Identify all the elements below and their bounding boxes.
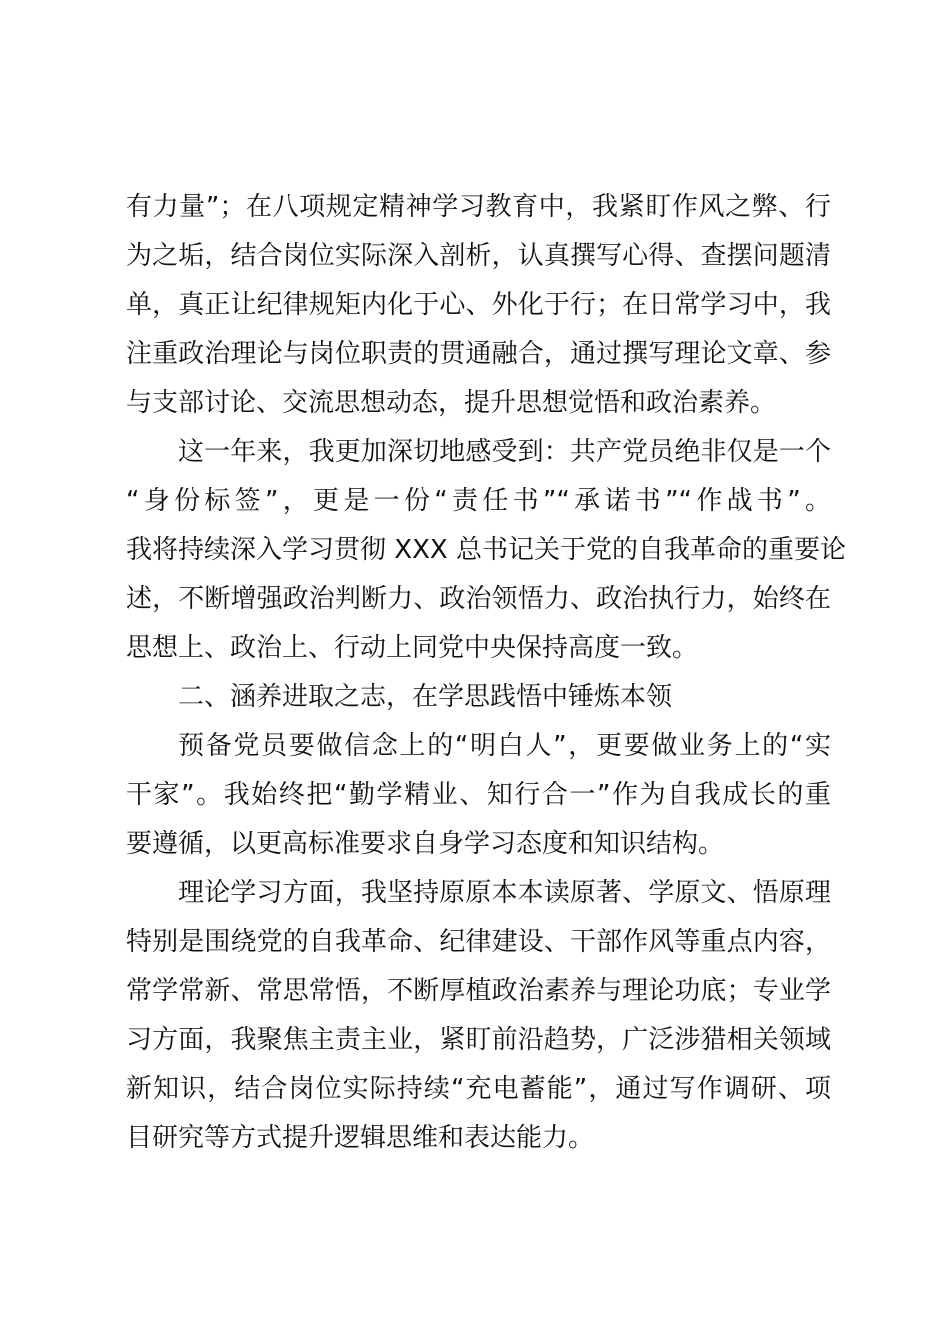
- paragraph-line: 单，真正让纪律规矩内化于心、外化于行；在日常学习中，我: [126, 290, 831, 320]
- paragraph-line: 理论学习方面，我坚持原原本本读原著、学原文、悟原理: [178, 878, 831, 908]
- paragraph-line: 有力量”；在八项规定精神学习教育中，我紧盯作风之弊、行: [126, 192, 831, 222]
- paragraph-line: 要遵循，以更高标准要求自身学习态度和知识结构。: [126, 829, 725, 859]
- paragraph-2: [126, 428, 846, 673]
- paragraph-line: 新知识，结合岗位实际持续“充电蓄能”，通过写作调研、项: [126, 1074, 831, 1104]
- paragraph-line: “身份标签”，更是一份“责任书”“承诺书”“作战书”。: [126, 486, 831, 516]
- paragraph-4: [126, 722, 831, 869]
- section-heading: [126, 673, 831, 722]
- paragraph-line: 述，不断增强政治判断力、政治领悟力、政治执行力，始终在: [126, 584, 831, 614]
- paragraph-line: 目研究等方式提升逻辑思维和表达能力。: [126, 1123, 595, 1153]
- paragraph-line: 这一年来，我更加深切地感受到：共产党员绝非仅是一个: [178, 437, 831, 467]
- paragraph-line: 干家”。我始终把“勤学精业、知行合一”作为自我成长的重: [126, 780, 831, 810]
- paragraph-line: 预备党员要做信念上的“明白人”，更要做业务上的“实: [178, 731, 831, 761]
- paragraph-line: 与支部讨论、交流思想动态，提升思想觉悟和政治素养。: [126, 388, 777, 418]
- paragraph-line: 习方面，我聚焦主责主业，紧盯前沿趋势，广泛涉猎相关领域: [126, 1025, 831, 1055]
- document-body: [126, 183, 846, 1163]
- paragraph-line: 我将持续深入学习贯彻 XXX 总书记关于党的自我革命的重要论: [126, 535, 846, 565]
- paragraph-line: 特别是围绕党的自我革命、纪律建设、干部作风等重点内容，: [126, 927, 831, 957]
- paragraph-1: [126, 183, 831, 428]
- section-heading-text: 二、涵养进取之志，在学思践悟中锤炼本领: [178, 682, 673, 712]
- paragraph-line: 思想上、政治上、行动上同党中央保持高度一致。: [126, 633, 699, 663]
- paragraph-5: [126, 869, 831, 1163]
- paragraph-line: 注重政治理论与岗位职责的贯通融合，通过撰写理论文章、参: [126, 339, 831, 369]
- paragraph-line: 为之垢，结合岗位实际深入剖析，认真撰写心得、查摆问题清: [126, 241, 831, 271]
- paragraph-line: 常学常新、常思常悟，不断厚植政治素养与理论功底；专业学: [126, 976, 831, 1006]
